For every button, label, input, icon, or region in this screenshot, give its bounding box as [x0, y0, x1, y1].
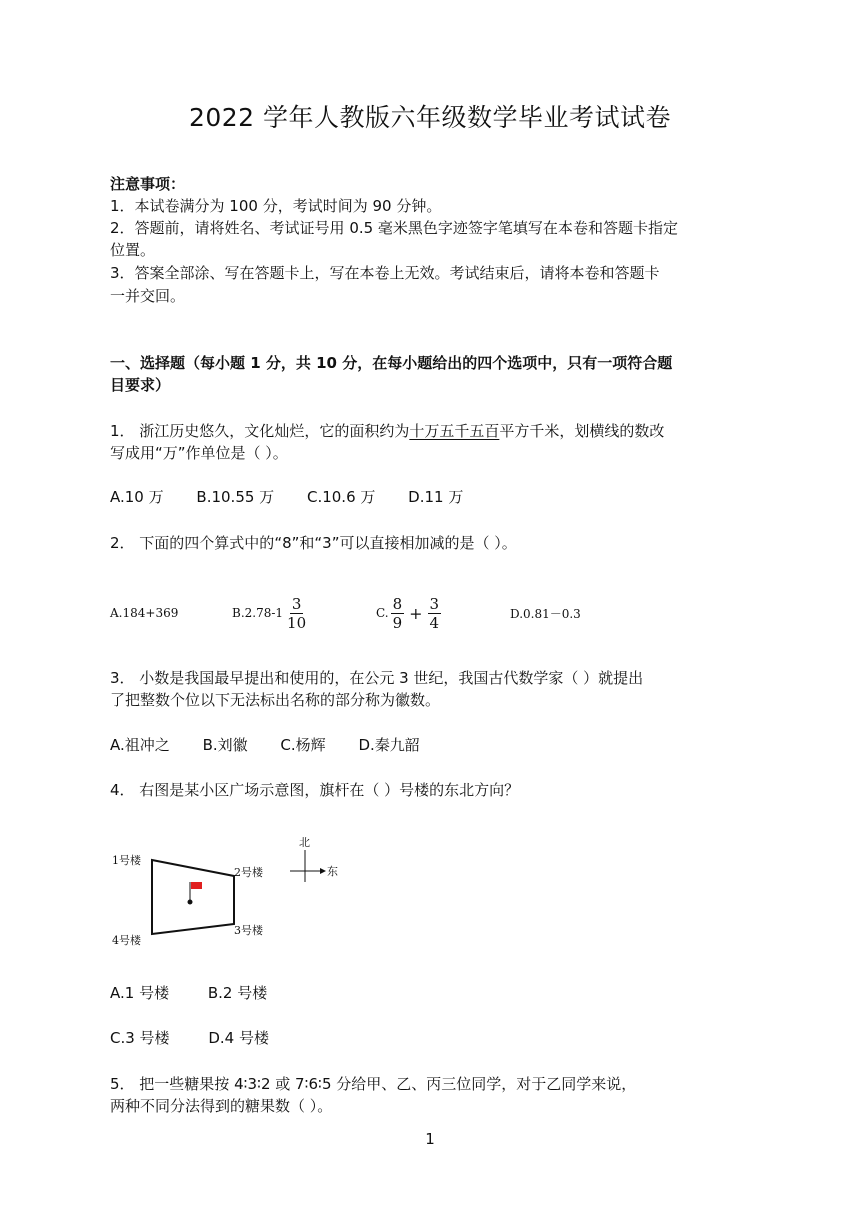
building-3-label: 3号楼 — [234, 924, 263, 937]
notice-item: 位置。 — [110, 241, 156, 259]
fraction-denominator: 4 — [429, 613, 440, 632]
q3-option-b[interactable]: B.刘徽 — [202, 736, 248, 754]
question-4-stem: 4． 右图是某小区广场示意图，旗杆在（ ）号楼的东北方向？ — [110, 781, 520, 799]
notice-item: 3．答案全部涂、写在答题卡上，写在本卷上无效。考试结束后，请将本卷和答题卡 — [110, 264, 660, 282]
square-diagram — [110, 830, 350, 956]
q4-option-d[interactable]: D.4 号楼 — [208, 1029, 269, 1047]
question-2-stem: 2． 下面的四个算式中的“8”和“3”可以直接相加减的是（ ）。 — [110, 534, 517, 552]
section-heading-cont: 目要求） — [110, 376, 171, 394]
q4-options-row1 — [110, 982, 295, 1004]
q4-option-b[interactable]: B.2 号楼 — [207, 984, 268, 1002]
fraction-numerator: 3 — [429, 594, 440, 613]
flagpole-base — [188, 900, 193, 905]
question-1-line1 — [110, 420, 760, 442]
east-label: 东 — [327, 865, 338, 878]
q2-option-b-prefix: B.2.78-1 — [232, 606, 284, 620]
question-3-line1: 3． 小数是我国最早提出和使用的，在公元 3 世纪，我国古代数学家（ ）就提出 — [110, 669, 644, 687]
q4-options-row2 — [110, 1027, 297, 1049]
building-4-label: 4号楼 — [112, 934, 141, 947]
page-number: 1 — [425, 1130, 435, 1148]
q2-option-c-fraction-2 — [428, 595, 442, 632]
q1-option-d[interactable]: D.11 万 — [408, 488, 464, 506]
square-outline — [152, 860, 234, 934]
q2-option-c[interactable] — [376, 586, 443, 640]
building-1-label: 1号楼 — [112, 854, 141, 867]
q2-option-c-prefix: C. — [376, 606, 389, 620]
q2-option-b-fraction — [285, 595, 308, 632]
q2-option-d[interactable]: D.0.81－0.3 — [510, 606, 581, 621]
question-1-line2: 写成用“万”作单位是（ ）。 — [110, 444, 288, 462]
question-3-line2: 了把整数个位以下无法标出名称的部分称为徽数。 — [110, 691, 441, 709]
q4-option-c[interactable]: C.3 号楼 — [110, 1029, 170, 1047]
q1-text-post: 平方千米，划横线的数改 — [499, 422, 665, 440]
question-5-line2: 两种不同分法得到的糖果数（ ）。 — [110, 1097, 333, 1115]
east-arrow-icon — [320, 868, 326, 874]
q1-text-pre: 1． 浙江历史悠久，文化灿烂，它的面积约为 — [110, 422, 410, 440]
plus-sign: + — [409, 603, 423, 623]
q3-options — [110, 734, 448, 756]
q3-option-d[interactable]: D.秦九韶 — [358, 736, 420, 754]
north-label: 北 — [299, 836, 310, 849]
notice-heading: 注意事项： — [110, 175, 186, 193]
page-title: 2022 学年人教版六年级数学毕业考试试卷 — [188, 103, 672, 132]
q1-options — [110, 486, 491, 508]
question-5-line1: 5． 把一些糖果按 4∶3∶2 或 7∶6∶5 分给甲、乙、丙三位同学，对于乙同学来说， — [110, 1075, 637, 1093]
q2-options — [110, 586, 630, 640]
building-2-label: 2号楼 — [234, 866, 263, 879]
q2-option-b[interactable] — [232, 586, 310, 640]
q1-option-c[interactable]: C.10.6 万 — [306, 488, 376, 506]
flag-icon — [191, 882, 202, 889]
q2-option-a[interactable]: A.184+369 — [110, 606, 179, 620]
fraction-numerator: 3 — [291, 594, 302, 613]
fraction-denominator: 9 — [392, 613, 403, 632]
q1-option-b[interactable]: B.10.55 万 — [196, 488, 275, 506]
q3-option-a[interactable]: A.祖冲之 — [110, 736, 170, 754]
notice-item: 1．本试卷满分为 100 分，考试时间为 90 分钟。 — [110, 197, 442, 215]
notice-item: 2．答题前，请将姓名、考试证号用 0.5 毫米黑色字迹签字笔填写在本卷和答题卡指定 — [110, 219, 678, 237]
q4-option-a[interactable]: A.1 号楼 — [110, 984, 170, 1002]
q2-option-c-fraction-1 — [391, 595, 405, 632]
fraction-numerator: 8 — [392, 594, 403, 613]
q1-option-a[interactable]: A.10 万 — [110, 488, 164, 506]
section-heading: 一、选择题（每小题 1 分，共 10 分，在每小题给出的四个选项中，只有一项符合题 — [110, 354, 673, 372]
q1-underlined-number: 十万五千五百 — [409, 422, 500, 440]
q3-option-c[interactable]: C.杨辉 — [280, 736, 326, 754]
notice-item: 一并交回。 — [110, 287, 186, 305]
fraction-denominator: 10 — [287, 613, 307, 632]
